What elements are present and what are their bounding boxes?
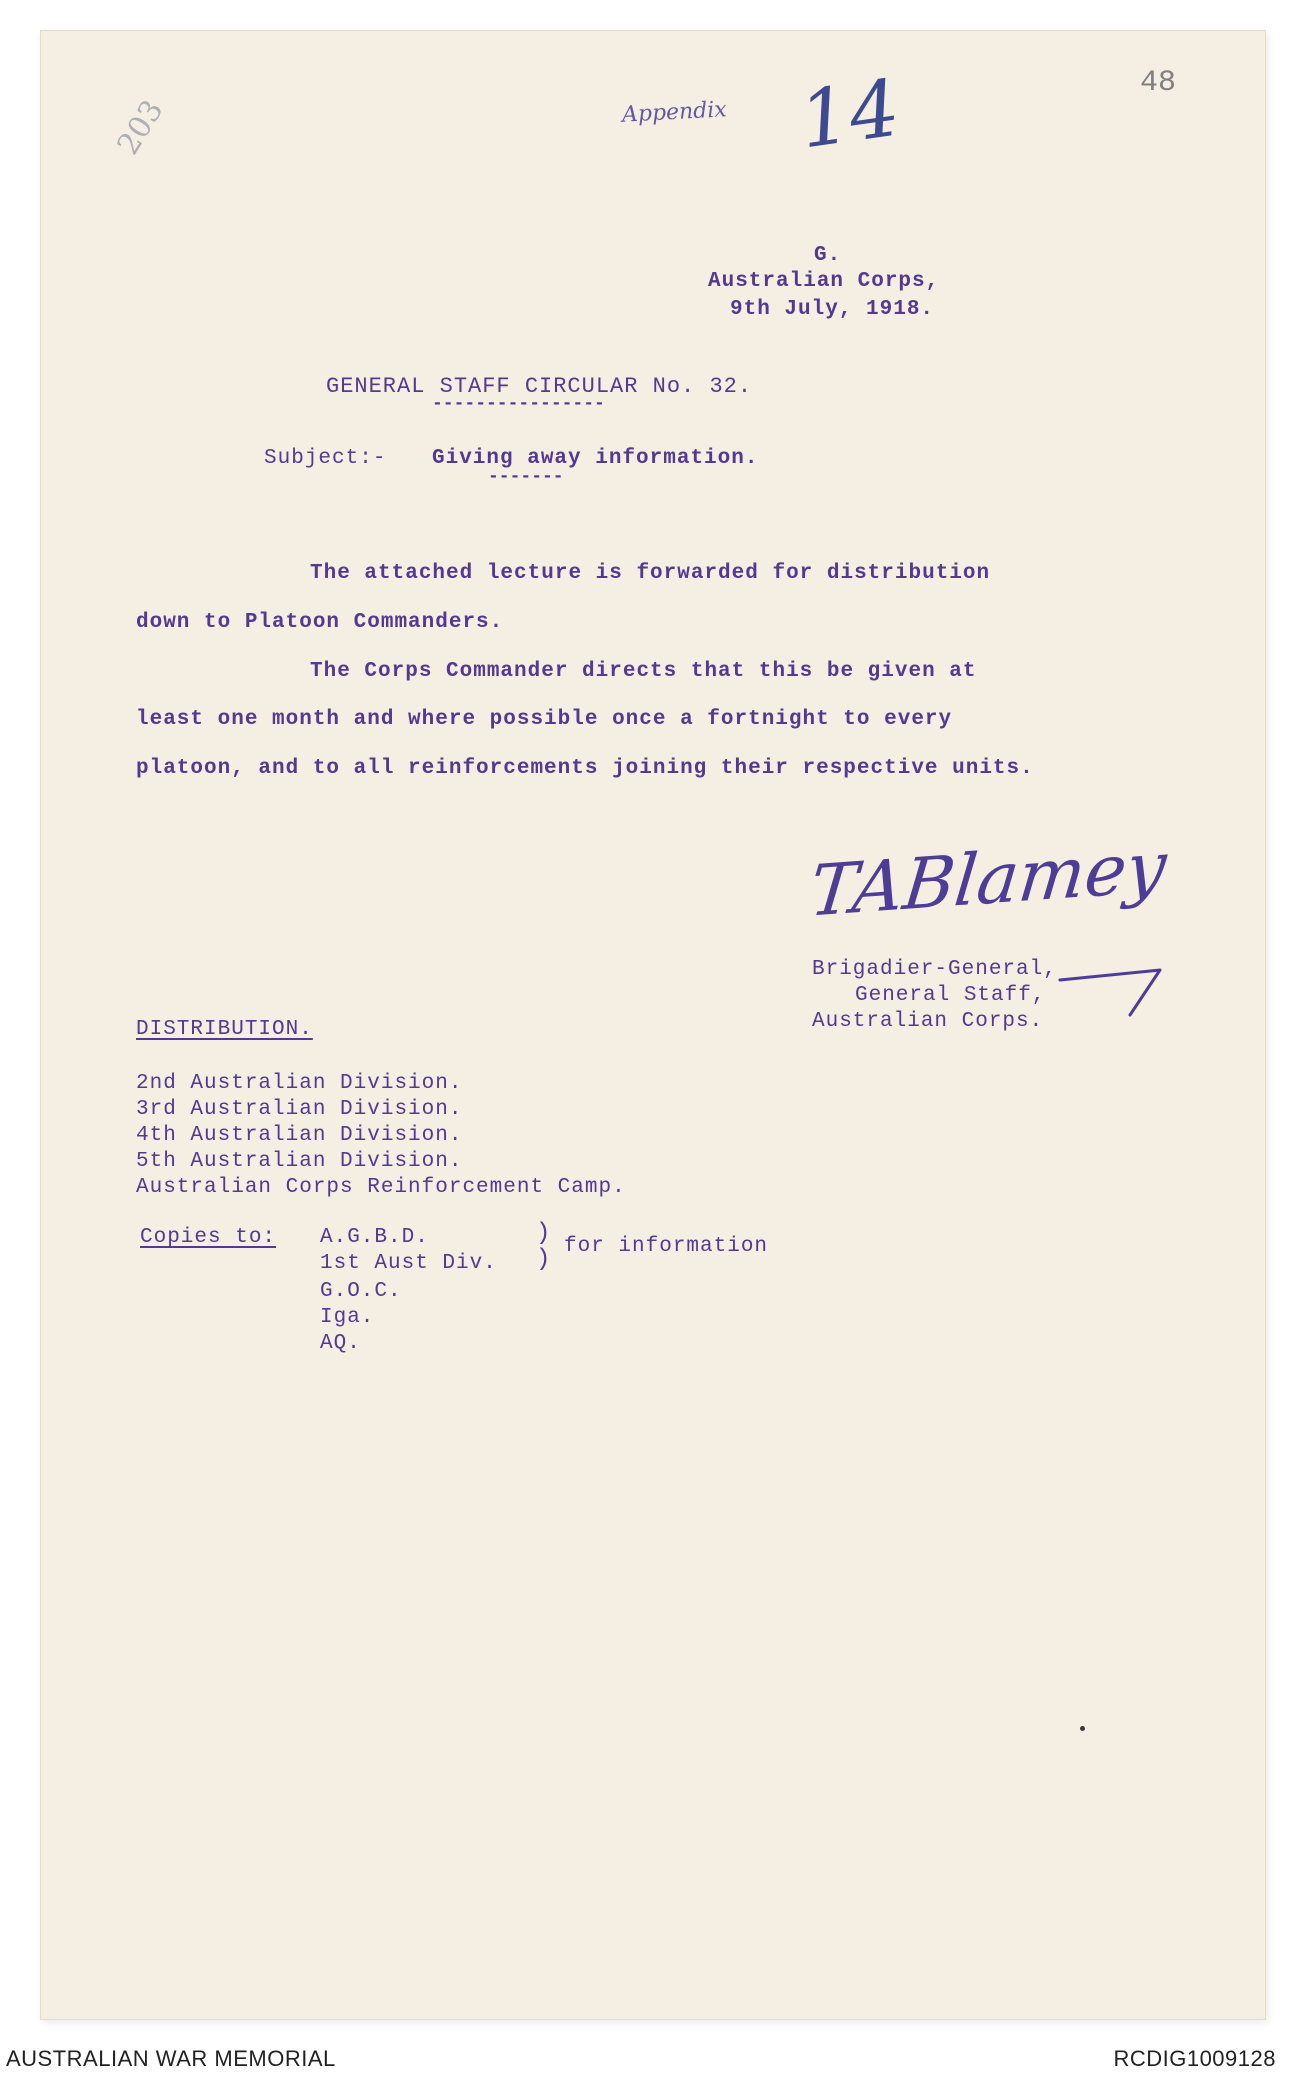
- signatory-unit: Australian Corps.: [812, 1010, 1044, 1033]
- signature: TABlamey: [806, 825, 1171, 933]
- subject-text: Giving away information.: [432, 447, 759, 470]
- bracket-bottom: ): [536, 1246, 551, 1273]
- copies-item: A.G.B.D.: [320, 1226, 429, 1249]
- title-rule: ----------------: [432, 394, 605, 414]
- signatory-rank: Brigadier-General,: [812, 958, 1057, 981]
- footer-left: AUSTRALIAN WAR MEMORIAL: [6, 2046, 336, 2071]
- circular-title: GENERAL STAFF CIRCULAR No. 32.: [326, 374, 753, 399]
- distribution-item: Australian Corps Reinforcement Camp.: [136, 1176, 626, 1199]
- appendix-label: Appendix: [621, 97, 728, 128]
- body-line: The attached lecture is forwarded for distribution: [310, 562, 991, 585]
- document-date: 9th July, 1918.: [730, 298, 935, 321]
- paper-speck: [1080, 1726, 1085, 1731]
- signature-flourish: [1050, 910, 1170, 1020]
- subject-label: Subject:-: [264, 447, 387, 470]
- signatory-staff: General Staff,: [855, 984, 1046, 1007]
- body-line: down to Platoon Commanders.: [136, 611, 504, 634]
- copies-item: AQ.: [320, 1332, 361, 1355]
- copies-label: Copies to:: [140, 1226, 277, 1249]
- distribution-item: 2nd Australian Division.: [136, 1072, 463, 1095]
- subject-rule: -------: [488, 467, 564, 487]
- copies-item: Iga.: [320, 1306, 375, 1329]
- document-page: [40, 30, 1266, 2020]
- distribution-item: 5th Australian Division.: [136, 1150, 463, 1173]
- body-line: least one month and where possible once a fortnight to every: [136, 708, 953, 731]
- office-code: G.: [814, 244, 842, 267]
- footer-right: RCDIG1009128: [1113, 2046, 1276, 2071]
- copies-item: G.O.C.: [320, 1280, 402, 1303]
- body-line: platoon, and to all reinforcements joining their respective units.: [136, 757, 1034, 780]
- appendix-number: 14: [794, 63, 906, 167]
- for-information-note: for information: [564, 1235, 769, 1258]
- distribution-item: 3rd Australian Division.: [136, 1098, 463, 1121]
- office-name: Australian Corps,: [708, 270, 940, 293]
- body-line: The Corps Commander directs that this be given at: [310, 660, 977, 683]
- page-number: 48: [1140, 66, 1177, 100]
- bracket-top: ): [536, 1220, 551, 1247]
- stamp-number: 203: [110, 93, 171, 162]
- copies-item: 1st Aust Div.: [320, 1252, 497, 1275]
- distribution-item: 4th Australian Division.: [136, 1124, 463, 1147]
- distribution-heading: DISTRIBUTION.: [136, 1018, 313, 1041]
